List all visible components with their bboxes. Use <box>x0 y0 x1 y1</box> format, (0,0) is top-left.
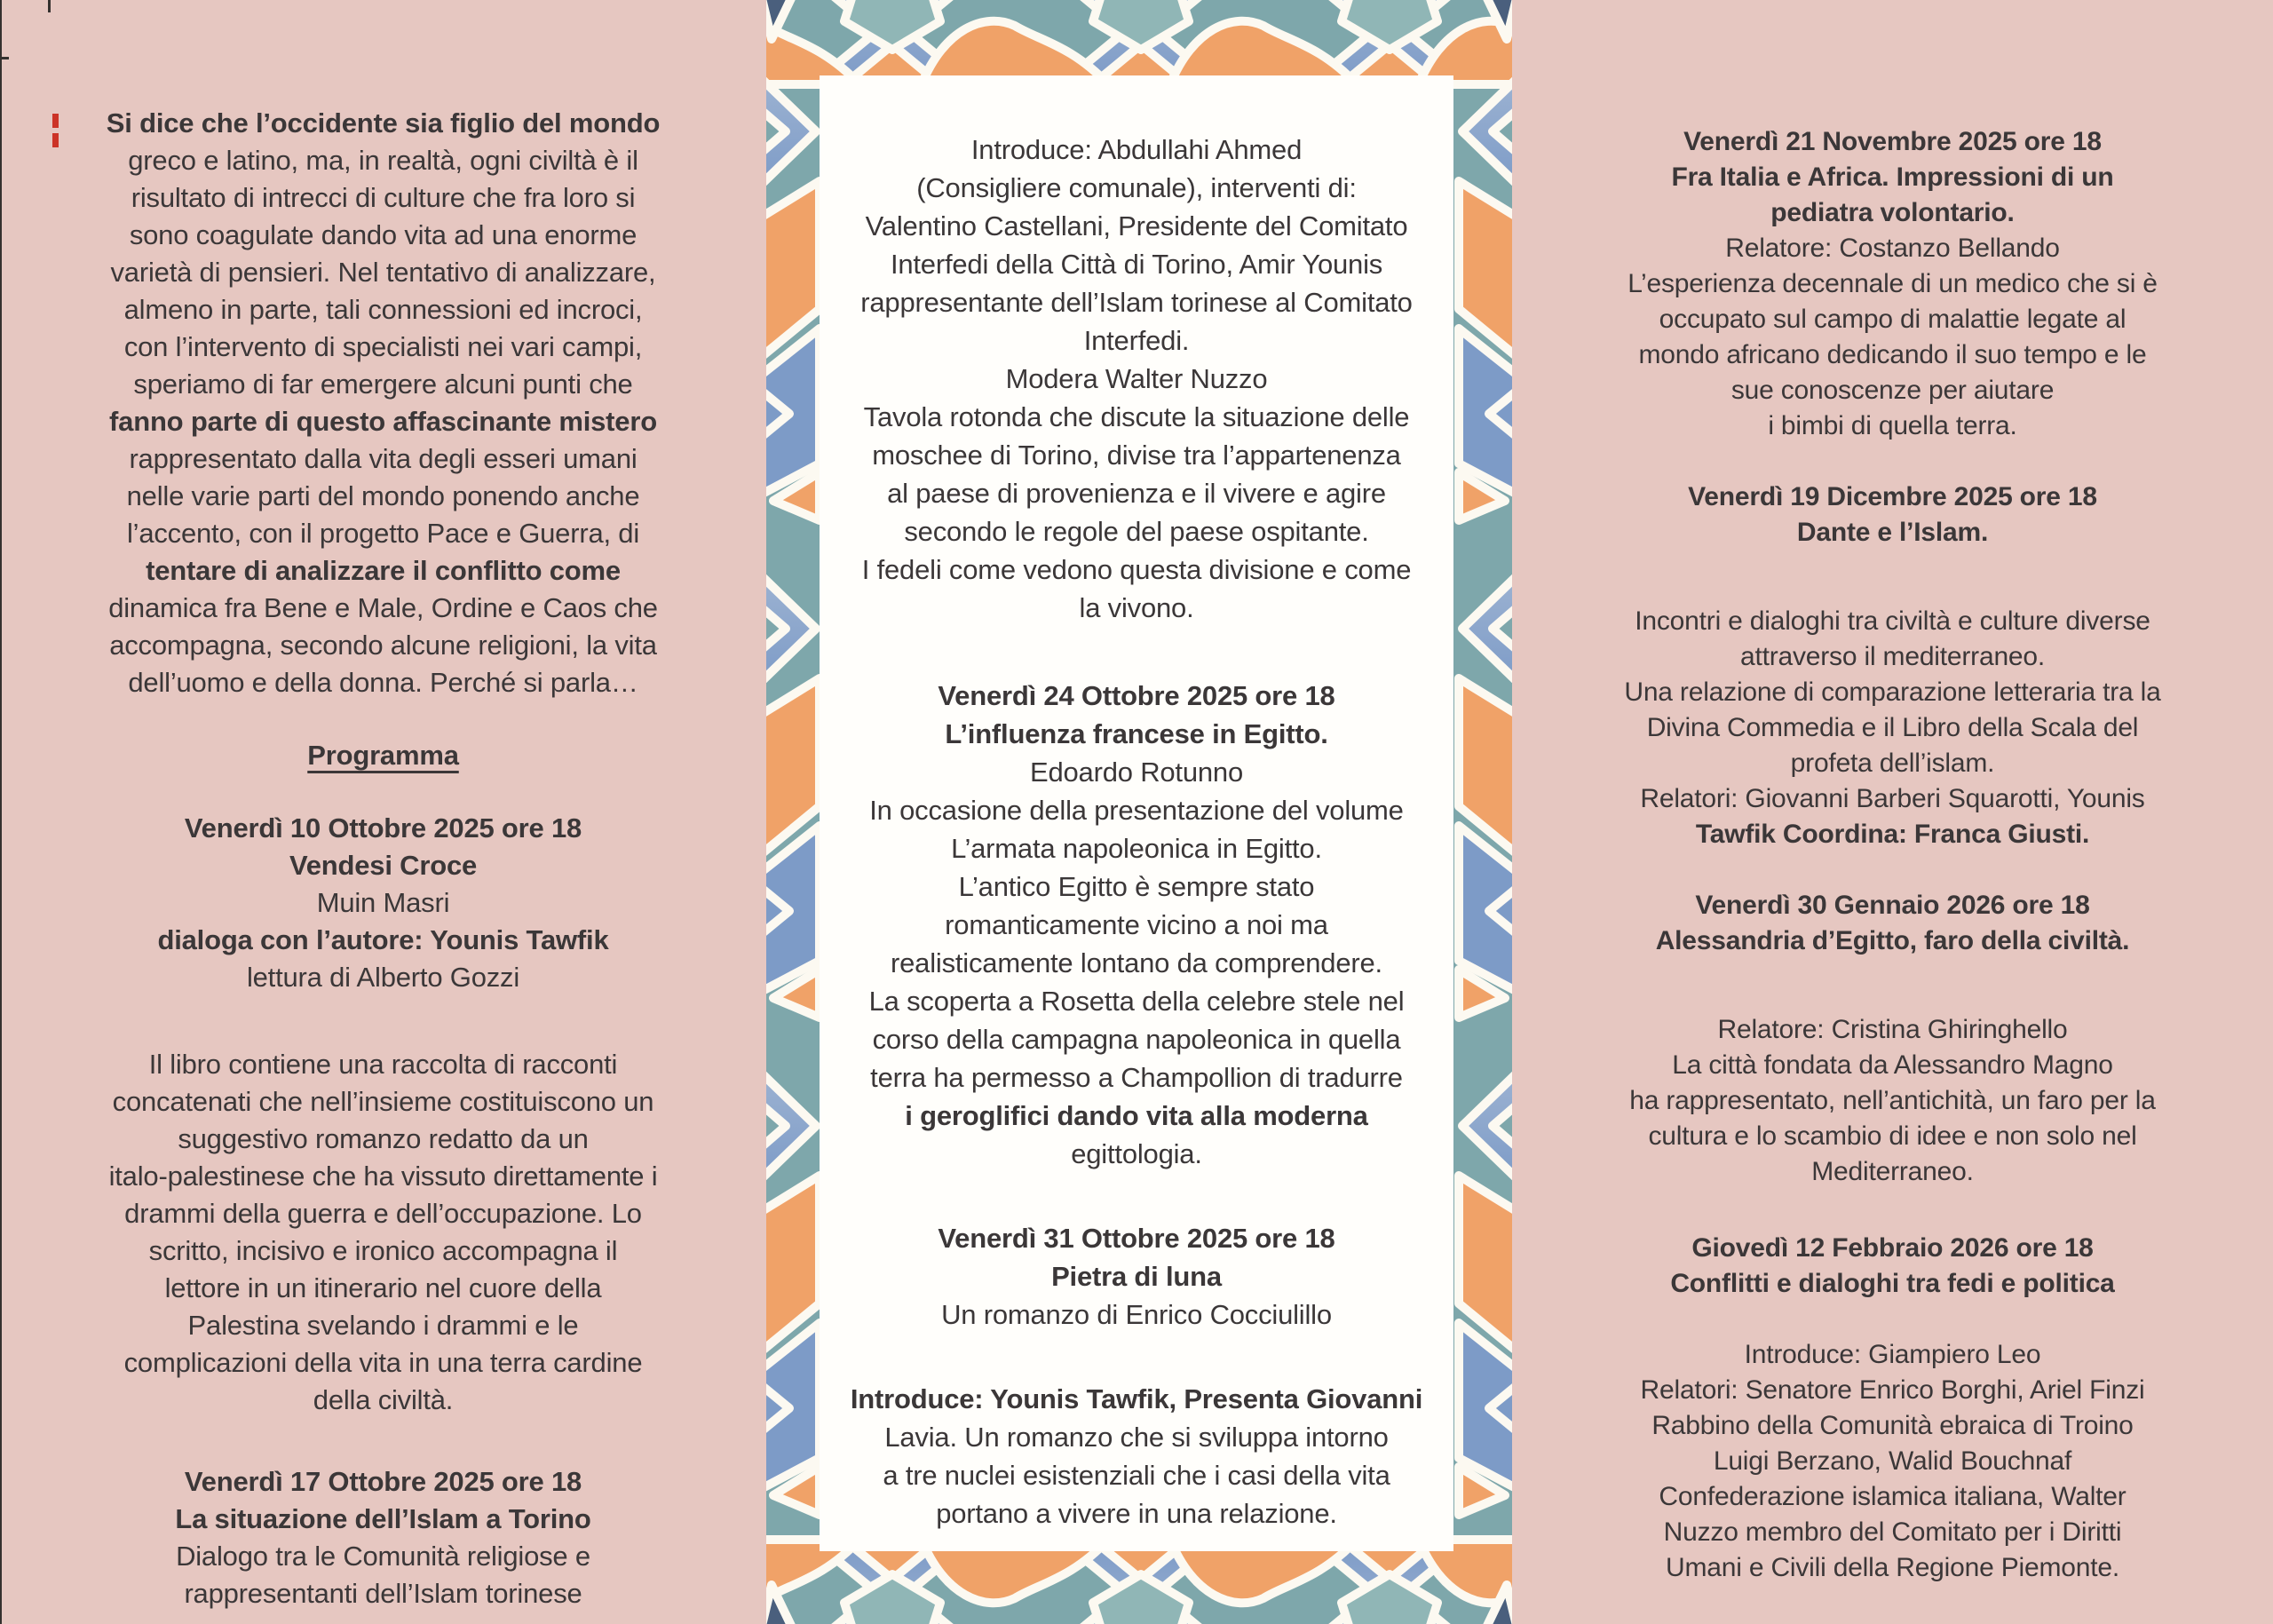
text-line: realisticamente lontano da comprendere. <box>891 947 1382 978</box>
text-block <box>1544 604 2241 852</box>
text-line: cultura e lo scambio di idee e non solo nel <box>1648 1121 2137 1151</box>
text-line: La scoperta a Rosetta della celebre stele nel <box>868 986 1405 1017</box>
text-line: Nuzzo membro del Comitato per i Diritti <box>1663 1517 2122 1547</box>
center-column-text <box>828 75 1445 1533</box>
text-line: ha rappresentato, nell’antichità, un faro per la <box>1629 1086 2156 1115</box>
text-line: Luigi Berzano, Walid Bouchnaf <box>1713 1446 2072 1476</box>
text-line: La città fondata da Alessandro Magno <box>1672 1050 2113 1080</box>
text-line: a tre nuclei esistenziali che i casi della vita <box>883 1460 1390 1491</box>
text-line: Relatori: Giovanni Barberi Squarotti, Younis <box>1640 784 2145 813</box>
text-block <box>32 810 734 996</box>
text-line: Confederazione islamica italiana, Walter <box>1659 1482 2126 1511</box>
text-line: speriamo di far emergere alcuni punti che <box>133 368 633 400</box>
crop-mark-line <box>0 0 2 1624</box>
text-line: scritto, incisivo e ironico accompagna il <box>148 1235 618 1266</box>
text-line: della civiltà. <box>313 1384 454 1415</box>
text-line: romanticamente vicino a noi ma <box>945 909 1328 940</box>
text-line: Una relazione di comparazione letteraria tra la <box>1624 677 2161 707</box>
content-card <box>820 75 1453 1551</box>
heading-line: Tawfik Coordina: Franca Giusti. <box>1695 820 2090 849</box>
text-block <box>828 1380 1445 1533</box>
text-line: italo-palestinese che ha vissuto direttamente i <box>108 1161 658 1192</box>
text-line: rappresentanti dell’Islam torinese <box>184 1578 582 1609</box>
text-block <box>32 737 734 774</box>
crop-mark-tick-top <box>48 0 51 12</box>
heading-line: Introduce: Younis Tawfik, Presenta Giovanni <box>850 1383 1423 1414</box>
text-line: greco e latino, ma, in realtà, ogni civiltà è il <box>128 145 638 176</box>
heading-line: fanno parte di questo affascinante mistero <box>109 406 657 437</box>
programma-heading: Programma <box>307 740 459 771</box>
text-line: In occasione della presentazione del volume <box>869 795 1404 826</box>
heading-line: Venerdì 30 Gennaio 2026 ore 18 <box>1695 891 2090 920</box>
heading-line: Venerdì 24 Ottobre 2025 ore 18 <box>938 680 1335 711</box>
text-line: secondo le regole del paese ospitante. <box>904 516 1369 547</box>
text-block <box>32 1046 734 1419</box>
heading-line: Venerdì 31 Ottobre 2025 ore 18 <box>938 1223 1335 1254</box>
text-line: suggestivo romanzo redatto da un <box>178 1123 589 1154</box>
text-line: l’accento, con il progetto Pace e Guerra, di <box>126 518 640 549</box>
left-panel <box>0 0 766 1624</box>
text-line: lettura di Alberto Gozzi <box>246 962 520 993</box>
text-line: L’armata napoleonica in Egitto. <box>951 833 1322 864</box>
heading-line: Pietra di luna <box>1051 1261 1222 1292</box>
text-line: Introduce: Abdullahi Ahmed <box>970 134 1303 165</box>
heading-line: Venerdì 21 Novembre 2025 ore 18 <box>1683 127 2102 156</box>
text-line: Relatore: Cristina Ghiringhello <box>1717 1015 2068 1044</box>
text-line: nelle varie parti del mondo ponendo anche <box>126 480 640 511</box>
registration-mark <box>52 114 59 128</box>
text-line: Dialogo tra le Comunità religiose e <box>176 1541 590 1572</box>
heading-line: i geroglifici dando vita alla moderna <box>905 1100 1368 1131</box>
text-line: Interfedi della Città di Torino, Amir Younis <box>890 249 1383 280</box>
text-line: (Consigliere comunale), interventi di: <box>916 172 1357 203</box>
text-line: rappresentante dell’Islam torinese al Comitato <box>860 287 1413 318</box>
text-line: i bimbi di quella terra. <box>1768 411 2017 440</box>
heading-line: Conflitti e dialoghi tra fedi e politica <box>1670 1269 2115 1298</box>
text-line: occupato sul campo di malattie legate al <box>1659 305 2126 334</box>
text-line: terra ha permesso a Champollion di tradurre <box>870 1062 1403 1093</box>
text-line: Rabbino della Comunità ebraica di Troino <box>1651 1411 2134 1440</box>
text-block <box>32 105 734 701</box>
text-line: Tavola rotonda che discute la situazione delle <box>863 401 1410 432</box>
text-line: accompagna, secondo alcune religioni, la vita <box>109 630 657 661</box>
heading-line: pediatra volontario. <box>1770 198 2015 227</box>
text-line: sono coagulate dando vita ad una enorme <box>129 219 638 250</box>
crop-mark-tick-side <box>0 57 9 59</box>
text-line: attraverso il mediterraneo. <box>1739 642 2046 671</box>
text-line: lettore in un itinerario nel cuore della <box>164 1272 602 1303</box>
text-block <box>1544 1231 2241 1302</box>
text-line: egittologia. <box>1071 1138 1202 1169</box>
text-line: Divina Commedia e il Libro della Scala del <box>1646 713 2139 742</box>
text-line: L’esperienza decennale di un medico che si è <box>1628 269 2158 298</box>
text-line: profeta dell’islam. <box>1790 749 1995 778</box>
heading-line: Giovedì 12 Febbraio 2026 ore 18 <box>1691 1233 2094 1263</box>
text-line: risultato di intrecci di culture che fra loro si <box>131 182 636 213</box>
heading-line: Fra Italia e Africa. Impressioni di un <box>1671 162 2114 192</box>
right-panel <box>1512 0 2273 1624</box>
text-line: Muin Masri <box>316 887 450 918</box>
text-line: Valentino Castellani, Presidente del Comitato <box>865 210 1408 242</box>
text-block <box>828 131 1445 627</box>
text-block <box>1544 1337 2241 1586</box>
text-line: varietà di pensieri. Nel tentativo di analizzare, <box>110 257 656 288</box>
text-line: rappresentato dalla vita degli esseri umani <box>129 443 638 474</box>
text-line: portano a vivere in una relazione. <box>936 1498 1337 1529</box>
text-block <box>32 1463 734 1612</box>
text-line: dinamica fra Bene e Male, Ordine e Caos che <box>108 592 658 623</box>
heading-line: dialoga con l’autore: Younis Tawfik <box>157 924 609 955</box>
heading-line: Venerdì 10 Ottobre 2025 ore 18 <box>184 812 582 844</box>
text-line: corso della campagna napoleonica in quella <box>872 1024 1401 1055</box>
heading-line: Si dice che l’occidente sia figlio del mondo <box>106 107 661 139</box>
text-line: Lavia. Un romanzo che si sviluppa intorno <box>884 1422 1389 1453</box>
text-line: Mediterraneo. <box>1811 1157 1974 1186</box>
text-line: Modera Walter Nuzzo <box>1005 363 1268 394</box>
text-line: I fedeli come vedono questa divisione e come <box>861 554 1412 585</box>
text-line: la vivono. <box>1079 592 1194 623</box>
heading-line: La situazione dell’Islam a Torino <box>175 1503 591 1534</box>
text-line: L’antico Egitto è sempre stato <box>958 871 1315 902</box>
text-line: Umani e Civili della Regione Piemonte. <box>1666 1553 2119 1582</box>
center-panel <box>766 0 1512 1624</box>
heading-line: tentare di analizzare il conflitto come <box>146 555 621 586</box>
text-line: Incontri e dialoghi tra civiltà e culture diverse <box>1635 606 2150 636</box>
text-line: Un romanzo di Enrico Cocciulillo <box>941 1299 1332 1330</box>
heading-line: Venerdì 19 Dicembre 2025 ore 18 <box>1688 482 2097 511</box>
text-block <box>1544 479 2241 551</box>
text-line: drammi della guerra e dell’occupazione. Lo <box>124 1198 642 1229</box>
text-line: moschee di Torino, divise tra l’appartenenza <box>872 440 1401 471</box>
heading-line: Dante e l’Islam. <box>1796 518 1989 547</box>
text-line: Interfedi. <box>1083 325 1190 356</box>
text-line: Palestina svelando i drammi e le <box>187 1310 579 1341</box>
heading-line: Venerdì 17 Ottobre 2025 ore 18 <box>184 1466 582 1497</box>
text-line: al paese di provenienza e il vivere e agire <box>887 478 1386 509</box>
text-block <box>1544 888 2241 959</box>
text-line: almeno in parte, tali connessioni ed incroci, <box>123 294 643 325</box>
text-line: dell’uomo e della donna. Perché si parla… <box>128 667 638 698</box>
text-line: Relatore: Costanzo Bellando <box>1725 234 2060 263</box>
text-line: sue conoscenze per aiutare <box>1730 376 2055 405</box>
heading-line: Vendesi Croce <box>289 850 478 881</box>
text-block <box>828 677 1445 1173</box>
text-line: Edoardo Rotunno <box>1029 757 1244 788</box>
right-column-text <box>1544 0 2241 1586</box>
registration-mark <box>52 133 59 147</box>
left-column-text <box>32 0 734 1612</box>
text-line: Relatori: Senatore Enrico Borghi, Ariel Finzi <box>1640 1375 2145 1405</box>
text-line: concatenati che nell’insieme costituiscono un <box>112 1086 654 1117</box>
text-line: Il libro contiene una raccolta di racconti <box>148 1049 618 1080</box>
text-block <box>828 1219 1445 1334</box>
text-line: con l’intervento di specialisti nei vari campi, <box>123 331 643 362</box>
text-line: complicazioni della vita in una terra cardine <box>123 1347 643 1378</box>
heading-line: L’influenza francese in Egitto. <box>945 718 1328 749</box>
text-line: Introduce: Giampiero Leo <box>1744 1340 2041 1369</box>
text-line: mondo africano dedicando il suo tempo e le <box>1638 340 2147 369</box>
heading-line: Alessandria d’Egitto, faro della civiltà. <box>1655 926 2130 955</box>
text-block <box>1544 1012 2241 1190</box>
text-block <box>1544 124 2241 444</box>
